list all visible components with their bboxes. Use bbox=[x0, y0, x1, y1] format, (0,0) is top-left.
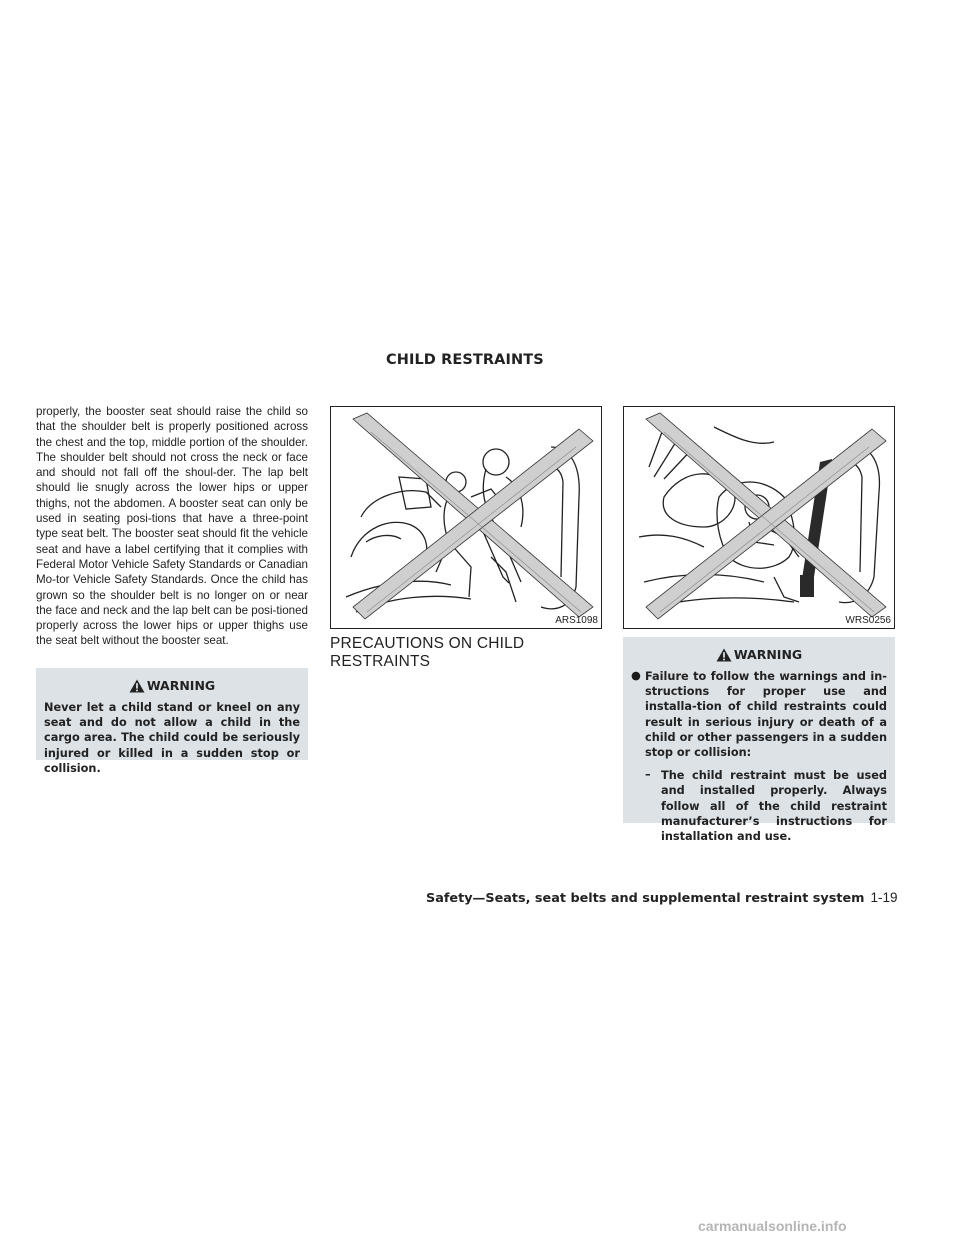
footer-section-title: Safety—Seats, seat belts and supplemental restraint system bbox=[426, 891, 865, 906]
figure-child-seat-airbag bbox=[623, 406, 895, 629]
body-paragraph: properly, the booster seat should raise the child so that the shoulder belt is properly positioned across the chest and the top, middle portion of the shoulder. The shoulder belt should not cross the neck or face and should not fall off the shoul-der. The lap belt should lie snugly across the lower hips or upper thighs, not the abdomen. A booster seat can only be used in seating posi-tions that have a three-point type seat belt. The booster seat should fit the vehicle seat and have a label certifying that it complies with Federal Motor Vehicle Safety Standards or Canadian Mo-tor Vehicle Safety Standards. Once the child has grown so the shoulder belt is no longer on or near the face and neck and the lap belt can be posi-tioned properly across the lower hips or upper thighs use the seat belt without the booster seat. bbox=[36, 405, 309, 648]
figure-label: WRS0256 bbox=[845, 615, 891, 626]
figure-child-standing bbox=[330, 406, 602, 629]
watermark: carmanualsonline.info bbox=[698, 1218, 847, 1234]
warning-sub-item bbox=[631, 768, 887, 844]
child-seat-airbag-crossed-out-icon bbox=[624, 407, 894, 628]
warning-heading bbox=[631, 647, 887, 662]
section-title: CHILD RESTRAINTS bbox=[386, 352, 544, 368]
warning-triangle-icon bbox=[129, 679, 145, 693]
page-footer bbox=[426, 890, 898, 906]
warning-heading-label: WARNING bbox=[733, 647, 803, 662]
warning-box bbox=[623, 637, 895, 844]
warning-heading bbox=[44, 678, 300, 693]
warning-sub-text: The child restraint must be used and installed properly. Always follow all of the child restraint manufacturer’s instructions for installation and use. bbox=[661, 769, 887, 844]
warning-bullet bbox=[631, 669, 887, 760]
warning-text: Never let a child stand or kneel on any seat and do not allow a child in the cargo area. The child could be seriously injured or killed in a sudden stop or collision. bbox=[44, 701, 300, 775]
subheading: PRECAUTIONS ON CHILD RESTRAINTS bbox=[330, 635, 525, 670]
body-column bbox=[36, 404, 308, 649]
warning-triangle-icon bbox=[716, 648, 732, 662]
page-number: 1-19 bbox=[870, 890, 898, 905]
bullet-icon: ● bbox=[631, 669, 641, 682]
dash-icon: – bbox=[645, 768, 651, 782]
warning-box bbox=[36, 668, 308, 775]
warning-bullet-text: Failure to follow the warnings and in-structions for proper use and installa-tion of child restraints could result in serious injury or death of a child or other passengers in a sudden stop or collision: bbox=[645, 670, 887, 760]
warning-heading-label: WARNING bbox=[146, 678, 216, 693]
figure-label: ARS1098 bbox=[555, 615, 598, 626]
child-standing-crossed-out-icon bbox=[331, 407, 601, 628]
